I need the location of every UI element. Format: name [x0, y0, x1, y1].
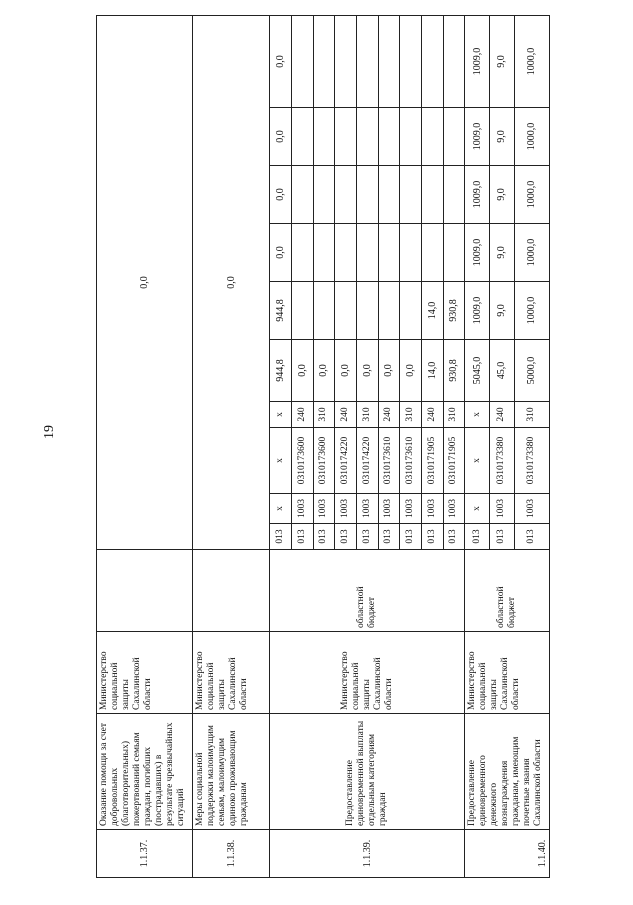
csr-cell: 0310174220	[335, 428, 357, 494]
row-id: 1.1.40.	[465, 830, 550, 878]
year-cell: 0,0	[270, 15, 292, 107]
year-cell: 1000,0	[514, 15, 549, 107]
year-cell	[356, 282, 378, 340]
vr-cell: 240	[292, 402, 314, 428]
grbs-cell: 013	[514, 524, 549, 550]
grbs-cell: 013	[400, 524, 422, 550]
year-cell	[378, 108, 400, 166]
vr-cell: 310	[313, 402, 335, 428]
measure-title: Меры социальной поддержки малоимущим семьям, малоимущим одиноко проживающим гражданам	[192, 714, 269, 830]
grbs-cell: 013	[356, 524, 378, 550]
rzpr-cell: 1003	[489, 494, 514, 524]
table-row	[192, 15, 269, 877]
total-cell: 0,0	[356, 340, 378, 402]
year-cell	[421, 224, 443, 282]
total-cell: 5045,0	[465, 340, 490, 402]
total-cell: 45,0	[489, 340, 514, 402]
grbs-cell: 013	[292, 524, 314, 550]
year-cell: 9,0	[489, 224, 514, 282]
csr-cell: 0310173600	[313, 428, 335, 494]
year-cell	[292, 282, 314, 340]
rzpr-cell: 1003	[514, 494, 549, 524]
year-cell	[443, 15, 465, 107]
csr-cell: х	[270, 428, 292, 494]
year-cell: 1000,0	[514, 282, 549, 340]
vr-cell: 240	[421, 402, 443, 428]
year-cell	[335, 224, 357, 282]
year-cell: 1009,0	[465, 108, 490, 166]
year-cell: 14,0	[421, 282, 443, 340]
year-cell	[356, 108, 378, 166]
year-cell	[421, 108, 443, 166]
rzpr-cell: х	[465, 494, 490, 524]
year-cell	[313, 15, 335, 107]
grbs-cell: 013	[443, 524, 465, 550]
budget-table	[96, 15, 550, 878]
rzpr-cell: 1003	[292, 494, 314, 524]
csr-cell: 0310173380	[514, 428, 549, 494]
year-cell	[378, 15, 400, 107]
total-cell: 0,0	[335, 340, 357, 402]
year-cell: 0,0	[270, 166, 292, 224]
budget-cell	[97, 550, 193, 632]
row-id: 1.1.39.	[270, 830, 465, 878]
vr-cell: х	[465, 402, 490, 428]
grbs-cell: 013	[270, 524, 292, 550]
year-cell: 930,8	[443, 282, 465, 340]
year-cell	[378, 224, 400, 282]
grbs-cell: 013	[421, 524, 443, 550]
rzpr-cell: 1003	[313, 494, 335, 524]
grbs-cell: 013	[335, 524, 357, 550]
year-cell	[400, 108, 422, 166]
year-cell	[356, 166, 378, 224]
year-cell: 1009,0	[465, 166, 490, 224]
year-cell: 0,0	[270, 224, 292, 282]
year-cell	[356, 15, 378, 107]
vr-cell: 310	[400, 402, 422, 428]
year-cell	[421, 166, 443, 224]
csr-cell: 0310173610	[400, 428, 422, 494]
merged-total: 0,0	[192, 15, 269, 549]
row-id: 1.1.38.	[192, 830, 269, 878]
year-cell	[400, 15, 422, 107]
csr-cell: 0310171905	[421, 428, 443, 494]
vr-cell: 310	[443, 402, 465, 428]
total-cell: 930,8	[443, 340, 465, 402]
rzpr-cell: 1003	[356, 494, 378, 524]
table-row	[465, 15, 490, 877]
measure-title: Предоставление единовременной выплаты отдельным категориям граждан	[270, 714, 465, 830]
year-cell: 1000,0	[514, 166, 549, 224]
page-number: 19	[42, 425, 57, 439]
year-cell	[335, 15, 357, 107]
rzpr-cell: 1003	[421, 494, 443, 524]
budget-cell: областной бюджет	[465, 550, 550, 632]
year-cell: 9,0	[489, 108, 514, 166]
total-cell: 14,0	[421, 340, 443, 402]
year-cell	[400, 224, 422, 282]
year-cell	[292, 166, 314, 224]
year-cell	[313, 166, 335, 224]
vr-cell: 310	[514, 402, 549, 428]
year-cell: 9,0	[489, 15, 514, 107]
vr-cell: 240	[335, 402, 357, 428]
year-cell	[335, 166, 357, 224]
year-cell: 1009,0	[465, 224, 490, 282]
ministry-cell: Министерство социальной защиты Сахалинской области	[192, 632, 269, 714]
year-cell: 944,8	[270, 282, 292, 340]
vr-cell: 240	[489, 402, 514, 428]
grbs-cell: 013	[378, 524, 400, 550]
year-cell	[356, 224, 378, 282]
budget-cell: областной бюджет	[270, 550, 465, 632]
measure-title: Оказание помощи за счет добровольных (благотворительных) пожертвований семьям граждан, погибших (пострадавших) в результате чрезвычайных ситуаций	[97, 714, 193, 830]
rzpr-cell: 1003	[443, 494, 465, 524]
budget-cell	[192, 550, 269, 632]
year-cell	[400, 282, 422, 340]
budget-table-rotated	[96, 16, 550, 878]
merged-total: 0,0	[97, 15, 193, 549]
table-row	[97, 15, 193, 877]
ministry-cell: Министерство социальной защиты Сахалинской области	[465, 632, 550, 714]
total-cell: 0,0	[378, 340, 400, 402]
year-cell	[335, 108, 357, 166]
grbs-cell: 013	[465, 524, 490, 550]
year-cell	[313, 108, 335, 166]
table-row	[270, 15, 292, 877]
year-cell	[443, 224, 465, 282]
year-cell	[400, 166, 422, 224]
total-cell: 0,0	[292, 340, 314, 402]
measure-title: Предоставление единовременного денежного вознаграждения гражданам, имеющим почетные звания Сахалинской области	[465, 714, 550, 830]
csr-cell: 0310173600	[292, 428, 314, 494]
year-cell	[292, 108, 314, 166]
grbs-cell: 013	[313, 524, 335, 550]
year-cell	[335, 282, 357, 340]
year-cell	[292, 224, 314, 282]
year-cell	[292, 15, 314, 107]
rzpr-cell: 1003	[335, 494, 357, 524]
csr-cell: х	[465, 428, 490, 494]
ministry-cell: Министерство социальной защиты Сахалинской области	[97, 632, 193, 714]
year-cell	[313, 224, 335, 282]
year-cell: 1009,0	[465, 282, 490, 340]
year-cell: 1000,0	[514, 224, 549, 282]
total-cell: 5000,0	[514, 340, 549, 402]
ministry-cell: Министерство социальной защиты Сахалинской области	[270, 632, 465, 714]
year-cell	[313, 282, 335, 340]
total-cell: 0,0	[313, 340, 335, 402]
year-cell	[378, 282, 400, 340]
total-cell: 0,0	[400, 340, 422, 402]
csr-cell: 0310174220	[356, 428, 378, 494]
vr-cell: 310	[356, 402, 378, 428]
vr-cell: х	[270, 402, 292, 428]
year-cell	[421, 15, 443, 107]
grbs-cell: 013	[489, 524, 514, 550]
csr-cell: 0310171905	[443, 428, 465, 494]
year-cell	[378, 166, 400, 224]
year-cell: 1000,0	[514, 108, 549, 166]
rzpr-cell: х	[270, 494, 292, 524]
year-cell: 0,0	[270, 108, 292, 166]
row-id: 1.1.37.	[97, 830, 193, 878]
year-cell: 9,0	[489, 282, 514, 340]
year-cell	[443, 166, 465, 224]
csr-cell: 0310173610	[378, 428, 400, 494]
csr-cell: 0310173380	[489, 428, 514, 494]
rzpr-cell: 1003	[378, 494, 400, 524]
vr-cell: 240	[378, 402, 400, 428]
total-cell: 944,8	[270, 340, 292, 402]
year-cell	[443, 108, 465, 166]
year-cell: 9,0	[489, 166, 514, 224]
year-cell: 1009,0	[465, 15, 490, 107]
rzpr-cell: 1003	[400, 494, 422, 524]
